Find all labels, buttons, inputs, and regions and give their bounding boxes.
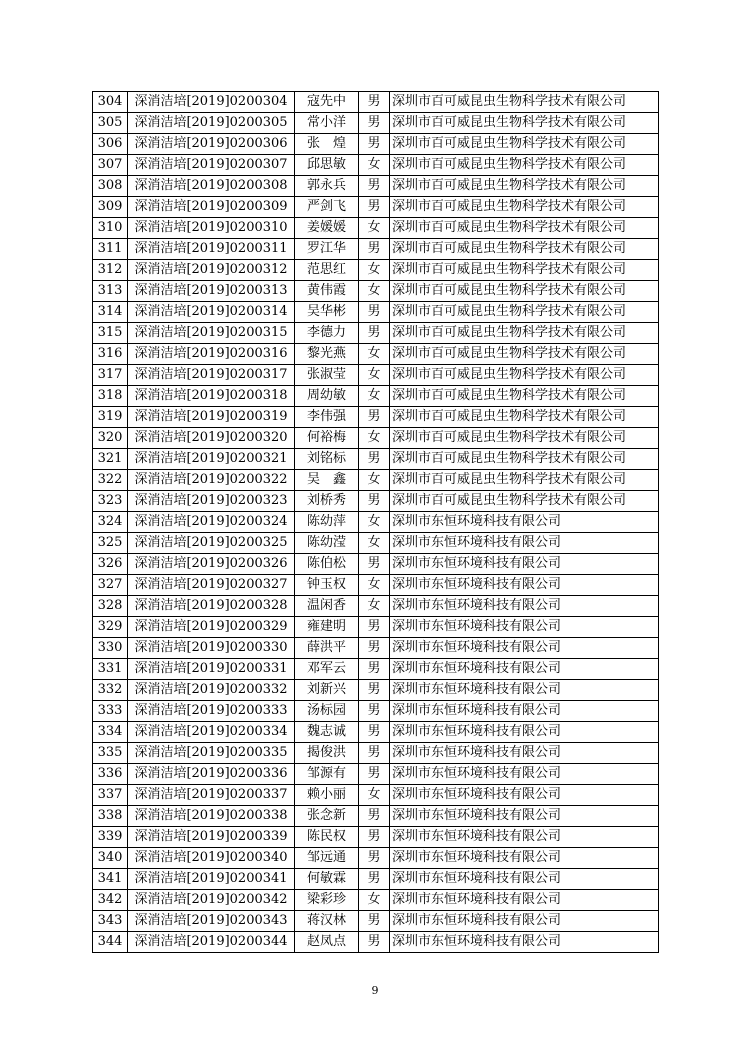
gender: 男 [359, 743, 390, 764]
row-number: 333 [93, 701, 128, 722]
row-number: 329 [93, 617, 128, 638]
certificate-number: 深消洁培[2019]0200333 [128, 701, 295, 722]
gender: 女 [359, 533, 390, 554]
table-row [93, 323, 659, 344]
person-name: 钟玉权 [295, 575, 359, 596]
row-number: 304 [93, 92, 128, 113]
row-number: 319 [93, 407, 128, 428]
table-row [93, 491, 659, 512]
company-name: 深圳市百可威昆虫生物科学技术有限公司 [390, 197, 659, 218]
person-name: 何敏霖 [295, 869, 359, 890]
gender: 女 [359, 596, 390, 617]
company-name: 深圳市东恒环境科技有限公司 [390, 638, 659, 659]
row-number: 322 [93, 470, 128, 491]
row-number: 344 [93, 932, 128, 953]
table-row [93, 218, 659, 239]
table-row [93, 869, 659, 890]
certificate-number: 深消洁培[2019]0200324 [128, 512, 295, 533]
gender: 男 [359, 197, 390, 218]
gender: 男 [359, 134, 390, 155]
gender: 男 [359, 848, 390, 869]
gender: 男 [359, 449, 390, 470]
company-name: 深圳市百可威昆虫生物科学技术有限公司 [390, 428, 659, 449]
gender: 男 [359, 302, 390, 323]
person-name: 周幼敏 [295, 386, 359, 407]
row-number: 340 [93, 848, 128, 869]
gender: 女 [359, 890, 390, 911]
table-row [93, 407, 659, 428]
table-row [93, 785, 659, 806]
certificate-number: 深消洁培[2019]0200316 [128, 344, 295, 365]
person-name: 陈伯松 [295, 554, 359, 575]
gender: 男 [359, 554, 390, 575]
table-row [93, 281, 659, 302]
table-row [93, 239, 659, 260]
gender: 女 [359, 785, 390, 806]
row-number: 321 [93, 449, 128, 470]
person-name: 陈民权 [295, 827, 359, 848]
certificate-number: 深消洁培[2019]0200323 [128, 491, 295, 512]
company-name: 深圳市东恒环境科技有限公司 [390, 596, 659, 617]
row-number: 307 [93, 155, 128, 176]
person-name: 雍建明 [295, 617, 359, 638]
company-name: 深圳市百可威昆虫生物科学技术有限公司 [390, 155, 659, 176]
table-row [93, 890, 659, 911]
table-row [93, 365, 659, 386]
certificate-number: 深消洁培[2019]0200334 [128, 722, 295, 743]
gender: 男 [359, 869, 390, 890]
table-row [93, 848, 659, 869]
row-number: 332 [93, 680, 128, 701]
gender: 男 [359, 701, 390, 722]
company-name: 深圳市东恒环境科技有限公司 [390, 743, 659, 764]
trainee-table [92, 91, 659, 953]
company-name: 深圳市百可威昆虫生物科学技术有限公司 [390, 302, 659, 323]
company-name: 深圳市东恒环境科技有限公司 [390, 869, 659, 890]
row-number: 315 [93, 323, 128, 344]
certificate-number: 深消洁培[2019]0200343 [128, 911, 295, 932]
gender: 男 [359, 680, 390, 701]
company-name: 深圳市东恒环境科技有限公司 [390, 554, 659, 575]
row-number: 331 [93, 659, 128, 680]
certificate-number: 深消洁培[2019]0200336 [128, 764, 295, 785]
company-name: 深圳市百可威昆虫生物科学技术有限公司 [390, 134, 659, 155]
certificate-number: 深消洁培[2019]0200304 [128, 92, 295, 113]
certificate-number: 深消洁培[2019]0200317 [128, 365, 295, 386]
gender: 男 [359, 932, 390, 953]
gender: 女 [359, 365, 390, 386]
gender: 男 [359, 113, 390, 134]
table-row [93, 176, 659, 197]
person-name: 姜媛媛 [295, 218, 359, 239]
person-name: 常小洋 [295, 113, 359, 134]
certificate-number: 深消洁培[2019]0200331 [128, 659, 295, 680]
row-number: 313 [93, 281, 128, 302]
person-name: 黄伟霞 [295, 281, 359, 302]
person-name: 寇先中 [295, 92, 359, 113]
certificate-number: 深消洁培[2019]0200340 [128, 848, 295, 869]
certificate-number: 深消洁培[2019]0200311 [128, 239, 295, 260]
person-name: 邓军云 [295, 659, 359, 680]
company-name: 深圳市东恒环境科技有限公司 [390, 533, 659, 554]
row-number: 309 [93, 197, 128, 218]
table-row [93, 827, 659, 848]
company-name: 深圳市东恒环境科技有限公司 [390, 575, 659, 596]
company-name: 深圳市百可威昆虫生物科学技术有限公司 [390, 407, 659, 428]
row-number: 338 [93, 806, 128, 827]
certificate-number: 深消洁培[2019]0200305 [128, 113, 295, 134]
row-number: 326 [93, 554, 128, 575]
person-name: 蒋汉林 [295, 911, 359, 932]
person-name: 刘铭标 [295, 449, 359, 470]
table-row [93, 554, 659, 575]
company-name: 深圳市百可威昆虫生物科学技术有限公司 [390, 470, 659, 491]
person-name: 汤标园 [295, 701, 359, 722]
certificate-number: 深消洁培[2019]0200312 [128, 260, 295, 281]
certificate-number: 深消洁培[2019]0200335 [128, 743, 295, 764]
row-number: 325 [93, 533, 128, 554]
table-row [93, 386, 659, 407]
row-number: 311 [93, 239, 128, 260]
row-number: 316 [93, 344, 128, 365]
person-name: 刘桥秀 [295, 491, 359, 512]
table-row [93, 134, 659, 155]
gender: 男 [359, 659, 390, 680]
certificate-number: 深消洁培[2019]0200319 [128, 407, 295, 428]
company-name: 深圳市百可威昆虫生物科学技术有限公司 [390, 365, 659, 386]
company-name: 深圳市百可威昆虫生物科学技术有限公司 [390, 113, 659, 134]
row-number: 310 [93, 218, 128, 239]
row-number: 343 [93, 911, 128, 932]
gender: 女 [359, 155, 390, 176]
gender: 男 [359, 491, 390, 512]
person-name: 李伟强 [295, 407, 359, 428]
company-name: 深圳市百可威昆虫生物科学技术有限公司 [390, 323, 659, 344]
table-row [93, 764, 659, 785]
gender: 女 [359, 575, 390, 596]
gender: 女 [359, 260, 390, 281]
row-number: 323 [93, 491, 128, 512]
gender: 男 [359, 176, 390, 197]
company-name: 深圳市东恒环境科技有限公司 [390, 680, 659, 701]
row-number: 341 [93, 869, 128, 890]
table-row [93, 722, 659, 743]
certificate-number: 深消洁培[2019]0200339 [128, 827, 295, 848]
company-name: 深圳市东恒环境科技有限公司 [390, 827, 659, 848]
table-row [93, 113, 659, 134]
person-name: 薛洪平 [295, 638, 359, 659]
person-name: 李德力 [295, 323, 359, 344]
table-row [93, 533, 659, 554]
person-name: 张 煌 [295, 134, 359, 155]
row-number: 330 [93, 638, 128, 659]
company-name: 深圳市东恒环境科技有限公司 [390, 659, 659, 680]
row-number: 336 [93, 764, 128, 785]
company-name: 深圳市百可威昆虫生物科学技术有限公司 [390, 176, 659, 197]
company-name: 深圳市东恒环境科技有限公司 [390, 617, 659, 638]
table-row [93, 596, 659, 617]
person-name: 陈幼萍 [295, 512, 359, 533]
table-row [93, 743, 659, 764]
gender: 男 [359, 323, 390, 344]
company-name: 深圳市东恒环境科技有限公司 [390, 890, 659, 911]
row-number: 337 [93, 785, 128, 806]
company-name: 深圳市百可威昆虫生物科学技术有限公司 [390, 281, 659, 302]
gender: 男 [359, 806, 390, 827]
row-number: 306 [93, 134, 128, 155]
certificate-number: 深消洁培[2019]0200309 [128, 197, 295, 218]
certificate-number: 深消洁培[2019]0200325 [128, 533, 295, 554]
company-name: 深圳市东恒环境科技有限公司 [390, 701, 659, 722]
company-name: 深圳市百可威昆虫生物科学技术有限公司 [390, 344, 659, 365]
person-name: 张淑莹 [295, 365, 359, 386]
person-name: 吴 鑫 [295, 470, 359, 491]
gender: 男 [359, 239, 390, 260]
certificate-number: 深消洁培[2019]0200310 [128, 218, 295, 239]
gender: 男 [359, 638, 390, 659]
table-row [93, 932, 659, 953]
person-name: 梁彩珍 [295, 890, 359, 911]
gender: 男 [359, 617, 390, 638]
company-name: 深圳市东恒环境科技有限公司 [390, 848, 659, 869]
certificate-number: 深消洁培[2019]0200321 [128, 449, 295, 470]
table-row [93, 659, 659, 680]
gender: 女 [359, 470, 390, 491]
gender: 男 [359, 827, 390, 848]
certificate-number: 深消洁培[2019]0200344 [128, 932, 295, 953]
table-row [93, 344, 659, 365]
certificate-number: 深消洁培[2019]0200320 [128, 428, 295, 449]
row-number: 334 [93, 722, 128, 743]
gender: 女 [359, 512, 390, 533]
person-name: 刘新兴 [295, 680, 359, 701]
certificate-number: 深消洁培[2019]0200337 [128, 785, 295, 806]
person-name: 张念新 [295, 806, 359, 827]
person-name: 赵凤点 [295, 932, 359, 953]
person-name: 揭俊洪 [295, 743, 359, 764]
row-number: 324 [93, 512, 128, 533]
company-name: 深圳市百可威昆虫生物科学技术有限公司 [390, 449, 659, 470]
person-name: 范思红 [295, 260, 359, 281]
table-row [93, 680, 659, 701]
person-name: 邹源有 [295, 764, 359, 785]
table-row [93, 575, 659, 596]
table-row [93, 701, 659, 722]
table-row [93, 617, 659, 638]
certificate-number: 深消洁培[2019]0200315 [128, 323, 295, 344]
person-name: 魏志诚 [295, 722, 359, 743]
table-row [93, 155, 659, 176]
certificate-number: 深消洁培[2019]0200314 [128, 302, 295, 323]
gender: 男 [359, 92, 390, 113]
table-row [93, 806, 659, 827]
gender: 男 [359, 911, 390, 932]
certificate-number: 深消洁培[2019]0200326 [128, 554, 295, 575]
row-number: 312 [93, 260, 128, 281]
row-number: 317 [93, 365, 128, 386]
row-number: 327 [93, 575, 128, 596]
company-name: 深圳市东恒环境科技有限公司 [390, 512, 659, 533]
row-number: 305 [93, 113, 128, 134]
row-number: 335 [93, 743, 128, 764]
page-number: 9 [371, 984, 379, 997]
table-row [93, 197, 659, 218]
row-number: 314 [93, 302, 128, 323]
person-name: 赖小丽 [295, 785, 359, 806]
person-name: 陈幼滢 [295, 533, 359, 554]
company-name: 深圳市东恒环境科技有限公司 [390, 911, 659, 932]
table-row [93, 638, 659, 659]
table-row [93, 512, 659, 533]
company-name: 深圳市东恒环境科技有限公司 [390, 785, 659, 806]
row-number: 328 [93, 596, 128, 617]
company-name: 深圳市东恒环境科技有限公司 [390, 722, 659, 743]
company-name: 深圳市百可威昆虫生物科学技术有限公司 [390, 92, 659, 113]
gender: 女 [359, 386, 390, 407]
row-number: 342 [93, 890, 128, 911]
gender: 女 [359, 344, 390, 365]
certificate-number: 深消洁培[2019]0200342 [128, 890, 295, 911]
table-row [93, 260, 659, 281]
certificate-number: 深消洁培[2019]0200308 [128, 176, 295, 197]
table-row [93, 911, 659, 932]
certificate-number: 深消洁培[2019]0200332 [128, 680, 295, 701]
person-name: 温闲香 [295, 596, 359, 617]
table-row [93, 449, 659, 470]
certificate-number: 深消洁培[2019]0200328 [128, 596, 295, 617]
certificate-number: 深消洁培[2019]0200338 [128, 806, 295, 827]
certificate-number: 深消洁培[2019]0200318 [128, 386, 295, 407]
company-name: 深圳市东恒环境科技有限公司 [390, 806, 659, 827]
certificate-number: 深消洁培[2019]0200313 [128, 281, 295, 302]
company-name: 深圳市百可威昆虫生物科学技术有限公司 [390, 491, 659, 512]
person-name: 何裕梅 [295, 428, 359, 449]
person-name: 郭永兵 [295, 176, 359, 197]
certificate-number: 深消洁培[2019]0200329 [128, 617, 295, 638]
company-name: 深圳市东恒环境科技有限公司 [390, 932, 659, 953]
person-name: 严剑飞 [295, 197, 359, 218]
gender: 男 [359, 722, 390, 743]
row-number: 318 [93, 386, 128, 407]
company-name: 深圳市东恒环境科技有限公司 [390, 764, 659, 785]
row-number: 339 [93, 827, 128, 848]
row-number: 308 [93, 176, 128, 197]
gender: 男 [359, 764, 390, 785]
gender: 女 [359, 281, 390, 302]
gender: 女 [359, 218, 390, 239]
certificate-number: 深消洁培[2019]0200327 [128, 575, 295, 596]
gender: 女 [359, 428, 390, 449]
company-name: 深圳市百可威昆虫生物科学技术有限公司 [390, 239, 659, 260]
certificate-number: 深消洁培[2019]0200306 [128, 134, 295, 155]
company-name: 深圳市百可威昆虫生物科学技术有限公司 [390, 386, 659, 407]
person-name: 罗江华 [295, 239, 359, 260]
gender: 男 [359, 407, 390, 428]
table-row [93, 92, 659, 113]
certificate-number: 深消洁培[2019]0200322 [128, 470, 295, 491]
person-name: 邱思敏 [295, 155, 359, 176]
table-row [93, 428, 659, 449]
company-name: 深圳市百可威昆虫生物科学技术有限公司 [390, 260, 659, 281]
certificate-number: 深消洁培[2019]0200307 [128, 155, 295, 176]
person-name: 黎光燕 [295, 344, 359, 365]
certificate-number: 深消洁培[2019]0200330 [128, 638, 295, 659]
person-name: 吴华彬 [295, 302, 359, 323]
company-name: 深圳市百可威昆虫生物科学技术有限公司 [390, 218, 659, 239]
table-row [93, 470, 659, 491]
row-number: 320 [93, 428, 128, 449]
certificate-number: 深消洁培[2019]0200341 [128, 869, 295, 890]
person-name: 邹远通 [295, 848, 359, 869]
table-row [93, 302, 659, 323]
